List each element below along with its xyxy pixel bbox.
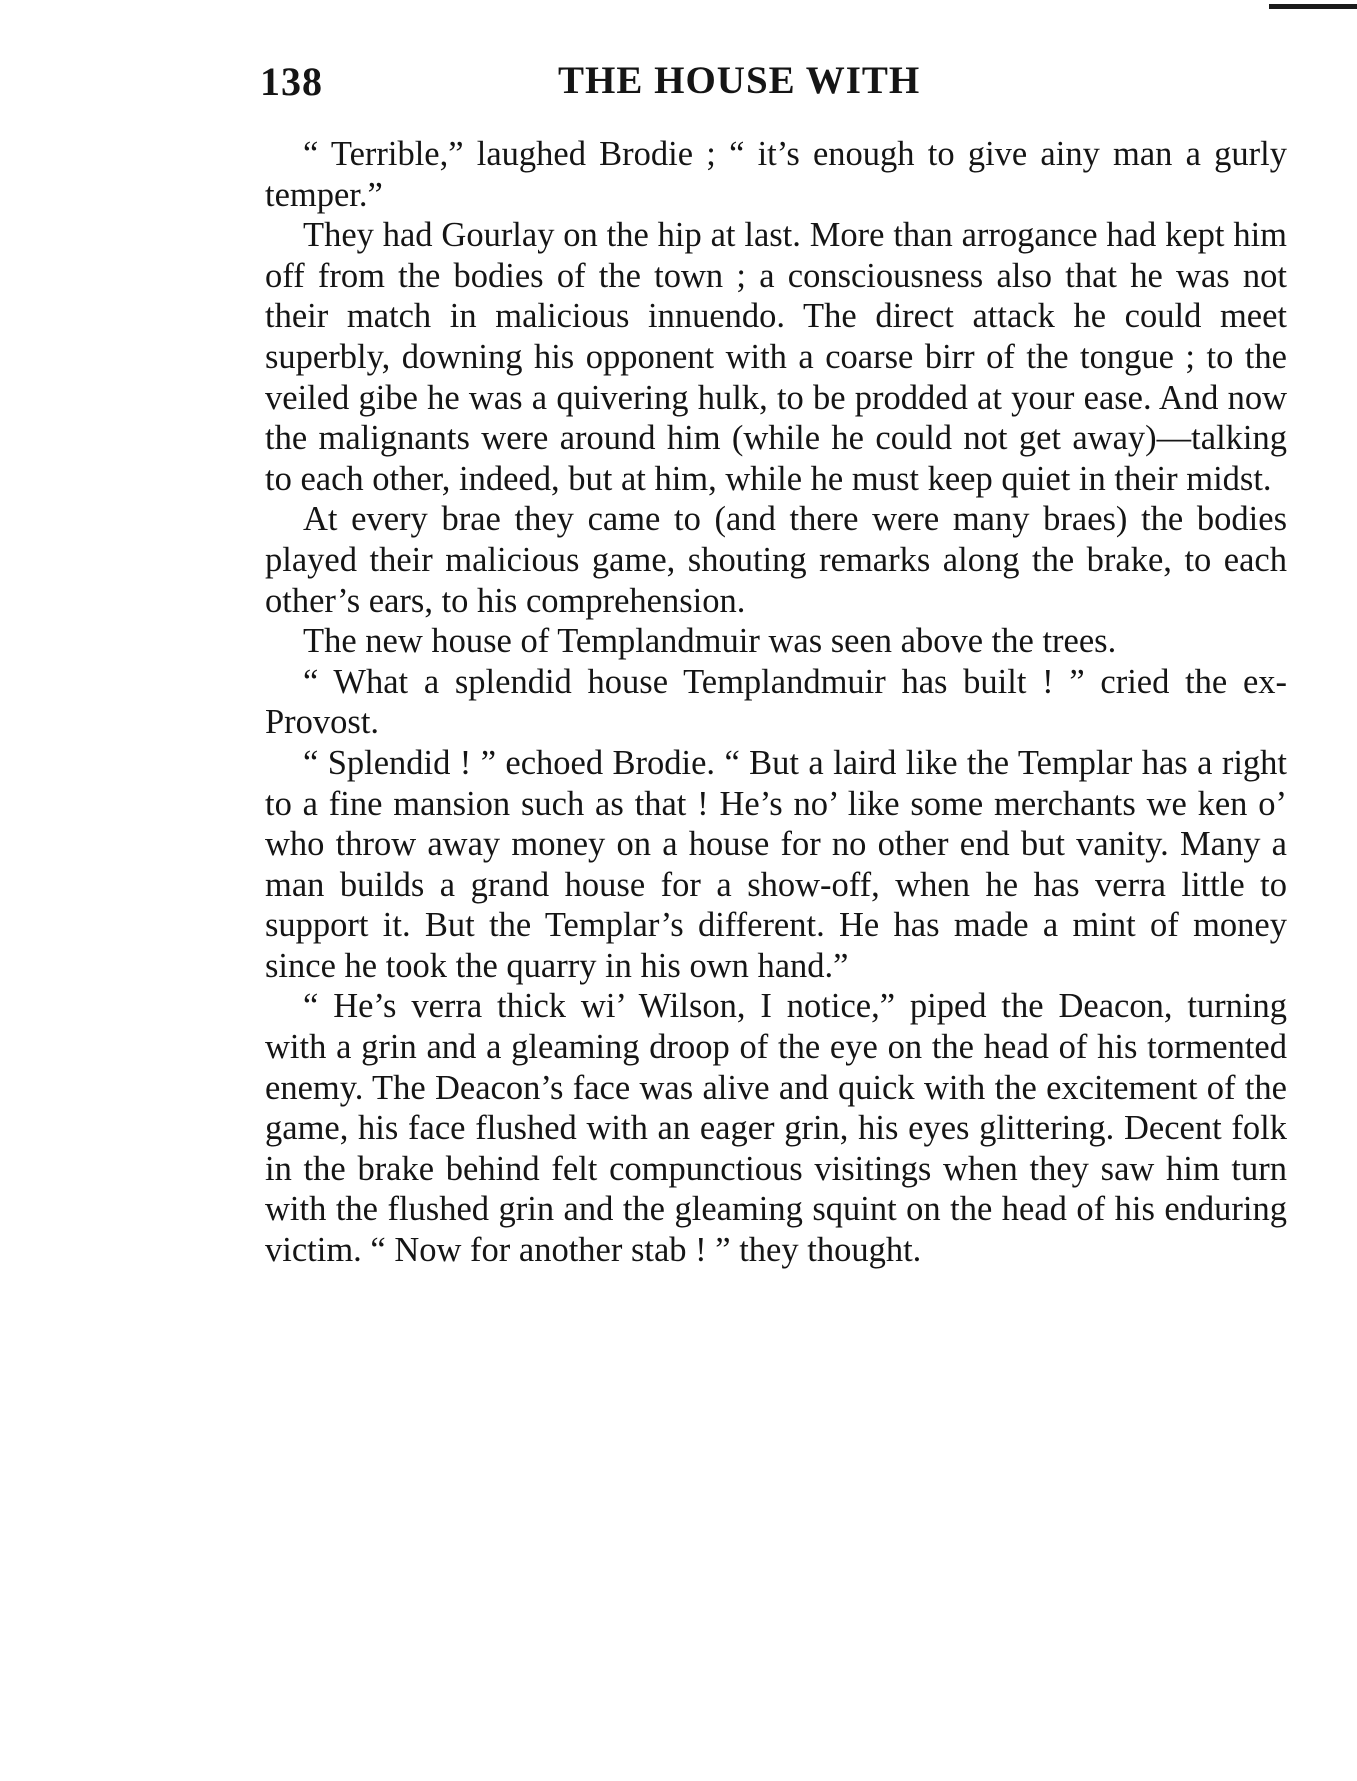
paragraph-brodie-reply: “ Splendid ! ” echoed Brodie. “ But a laird like the Templar has a right to a fine mansion such as that ! He’s no’ like some merchants we ken o’ who throw away money on a house for no other end but vanity. Many a man builds a grand house for a show-off, when he has verra little to support it. But the Templar’s different. He has made a mint of money since he took the quarry in his own hand.” xyxy=(265,743,1287,985)
body-text xyxy=(265,134,1287,1271)
paragraph-every-brae: At every brae they came to (and there were many braes) the bodies played their malicious game, shouting remarks along the brake, to each other’s ears, to his comprehension. xyxy=(265,500,1287,620)
paragraph-splendid-house: “ What a splendid house Templandmuir has built ! ” cried the ex-Provost. xyxy=(265,662,1287,742)
page-number: 138 xyxy=(260,59,323,104)
running-head: THE HOUSE WITH xyxy=(558,59,921,102)
paragraph-new-house: The new house of Templandmuir was seen above the trees. xyxy=(303,622,1117,661)
paragraph-gourlay-on-the-hip: They had Gourlay on the hip at last. More than arrogance had kept him off from the bodies of the town ; a consciousness also that he was not their match in malicious innuendo. The direct attack he could meet superbly, downing his opponent with a coarse birr of the tongue ; to the veiled gibe he was a quivering hulk, to be prodded at your ease. And now the malignants were around him (while he could not get away)—talking to each other, indeed, but at him, while he must keep quiet in their midst. xyxy=(265,216,1287,498)
paragraph-terrible: “ Terrible,” laughed Brodie ; “ it’s enough to give ainy man a gurly temper.” xyxy=(265,135,1287,214)
page-header xyxy=(260,52,1290,112)
paragraph-deacon: “ He’s verra thick wi’ Wilson, I notice,” piped the Deacon, turning with a grin and a gleaming droop of the eye on the head of his tormented enemy. The Deacon’s face was alive and quick with the excitement of the game, his face flushed with an eager grin, his eyes glittering. Decent folk in the brake behind felt compunctious visitings when they saw him turn with the flushed grin and the gleaming squint on the head of his enduring victim. “ Now for another stab ! ” they thought. xyxy=(265,987,1287,1270)
scan-edge-mark xyxy=(1269,4,1357,9)
